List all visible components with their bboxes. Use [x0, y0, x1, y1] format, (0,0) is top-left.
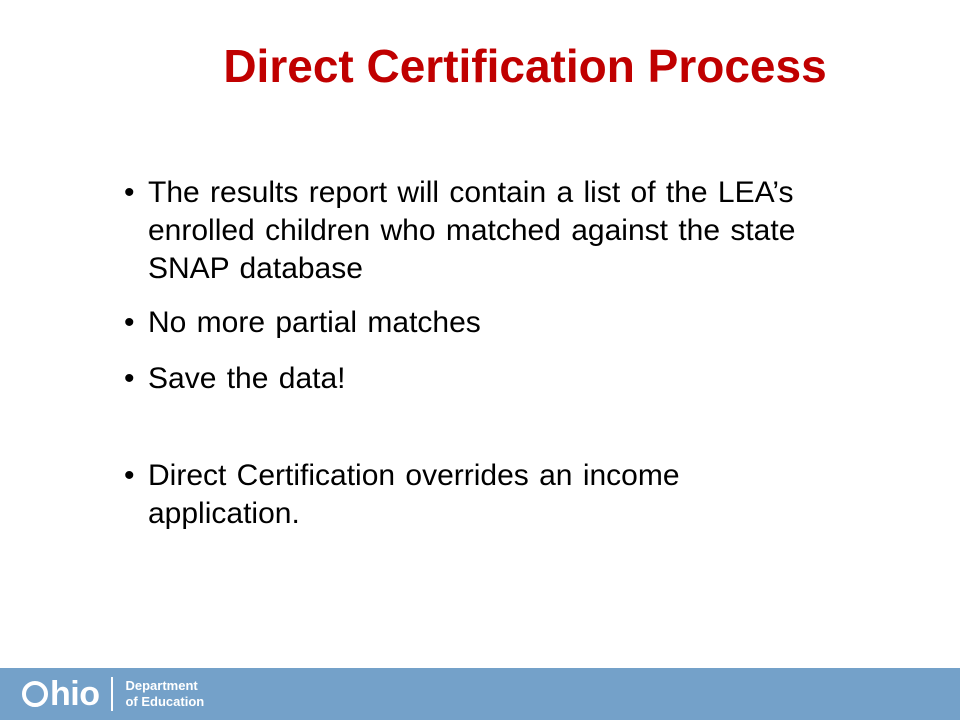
slide-title: Direct Certification Process: [223, 40, 827, 92]
bullet-dot: •: [124, 306, 135, 339]
bullet-text: Direct Certification overrides an income application.: [148, 459, 680, 530]
bullet-item: [124, 174, 824, 288]
ohio-o-ring-icon: [22, 681, 48, 707]
bullet-item: [124, 360, 824, 398]
bullet-text: The results report will contain a list of the LEA’s enrolled children who matched against the state SNAP database: [148, 176, 796, 285]
bullet-list: [124, 174, 824, 533]
bullet-dot: •: [124, 176, 135, 209]
bullet-item: [124, 457, 824, 533]
bullet-dot: •: [124, 459, 135, 492]
bullet-dot: •: [124, 362, 135, 395]
bullet-text: Save the data!: [148, 362, 346, 395]
logo-divider: [111, 677, 113, 711]
bullet-text: No more partial matches: [148, 306, 481, 339]
ohio-wordmark-text: hio: [50, 675, 100, 713]
footer-bar: [0, 668, 960, 720]
department-line-2: of Education: [125, 694, 205, 709]
department-name: [125, 676, 204, 712]
department-line-1: Department: [125, 678, 198, 693]
ohio-wordmark: [22, 676, 99, 712]
ohio-department-logo: [22, 676, 204, 712]
bullet-item: [124, 304, 824, 342]
